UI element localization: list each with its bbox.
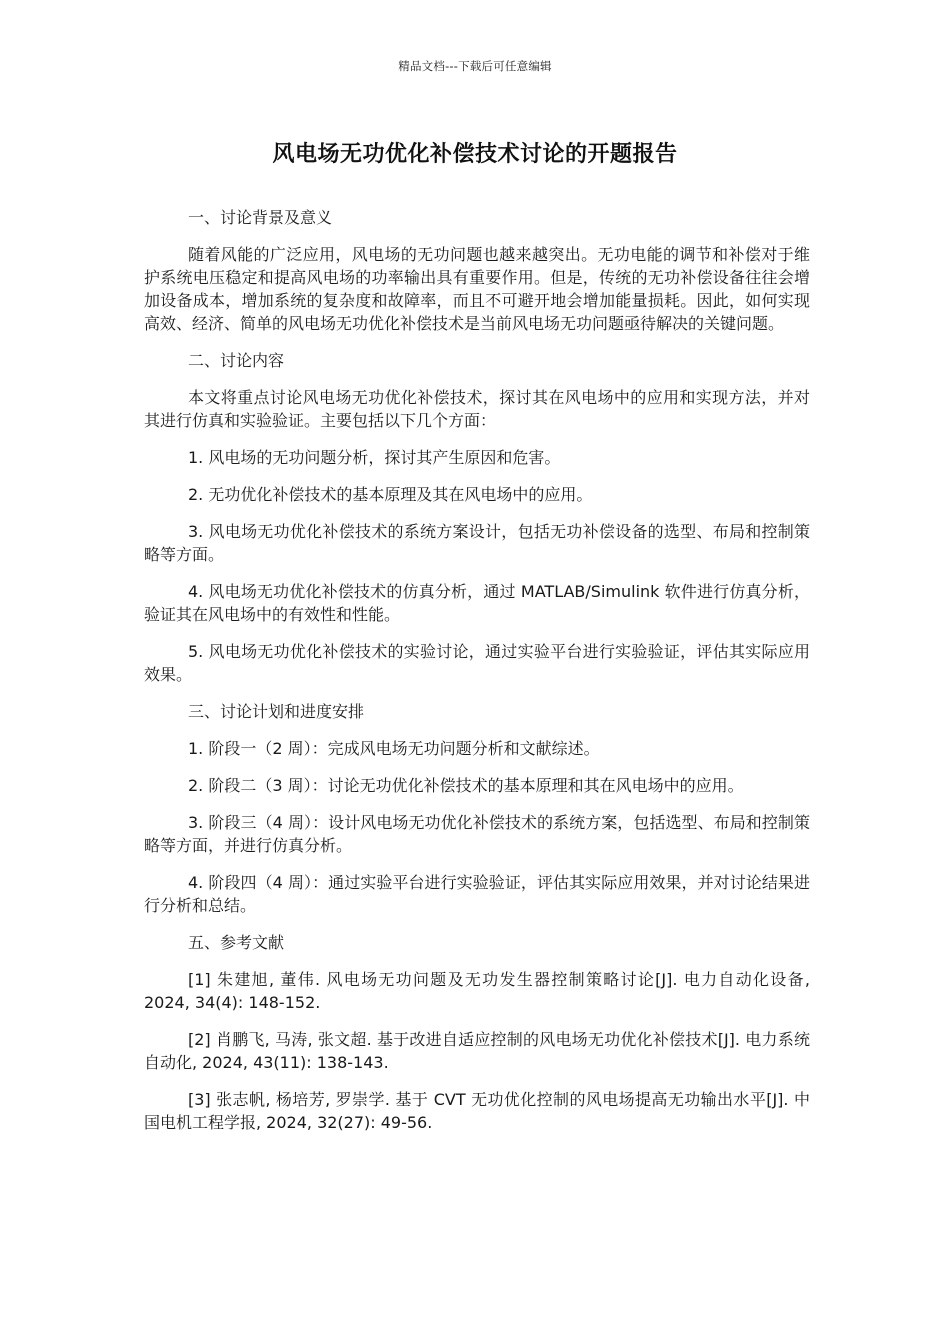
schedule-item: 3. 阶段三（4 周）：设计风电场无功优化补偿技术的系统方案，包括选型、布局和控制策略等方面，并进行仿真分析。 bbox=[144, 813, 810, 855]
content-item: 3. 风电场无功优化补偿技术的系统方案设计，包括无功补偿设备的选型、布局和控制策略等方面。 bbox=[144, 522, 810, 564]
content-item: 1. 风电场的无功问题分析，探讨其产生原因和危害。 bbox=[188, 448, 561, 467]
document-body bbox=[144, 206, 810, 1148]
section-heading-references: 五、参考文献 bbox=[188, 933, 285, 952]
content-item: 5. 风电场无功优化补偿技术的实验讨论，通过实验平台进行实验验证，评估其实际应用效果。 bbox=[144, 642, 810, 684]
section-heading-schedule: 三、讨论计划和进度安排 bbox=[188, 702, 365, 721]
document-title: 风电场无功优化补偿技术讨论的开题报告 bbox=[272, 142, 678, 167]
section-heading-background: 一、讨论背景及意义 bbox=[188, 208, 333, 227]
reference-item: [3] 张志帆, 杨培芳, 罗崇学. 基于 CVT 无功优化控制的风电场提高无功输出水平[J]. 中国电机工程学报, 2024, 32(27): 49-56. bbox=[144, 1090, 810, 1132]
section-heading-content: 二、讨论内容 bbox=[188, 351, 285, 370]
content-intro-paragraph: 本文将重点讨论风电场无功优化补偿技术，探讨其在风电场中的应用和实现方法，并对其进行仿真和实验验证。主要包括以下几个方面： bbox=[144, 388, 810, 430]
reference-item: [1] 朱建旭, 董伟. 风电场无功问题及无功发生器控制策略讨论[J]. 电力自动化设备, 2024, 34(4): 148-152. bbox=[144, 970, 810, 1012]
background-paragraph: 随着风能的广泛应用，风电场的无功问题也越来越突出。无功电能的调节和补偿对于维护系统电压稳定和提高风电场的功率输出具有重要作用。但是，传统的无功补偿设备往往会增加设备成本，增加系统的复杂度和故障率，而且不可避开地会增加能量损耗。因此，如何实现高效、经济、简单的风电场无功优化补偿技术是当前风电场无功问题亟待解决的关键问题。 bbox=[144, 245, 810, 333]
page-header: 精品文档---下载后可任意编辑 bbox=[398, 59, 552, 73]
schedule-item: 1. 阶段一（2 周）：完成风电场无功问题分析和文献综述。 bbox=[188, 739, 600, 758]
content-item: 2. 无功优化补偿技术的基本原理及其在风电场中的应用。 bbox=[188, 485, 593, 504]
schedule-item: 4. 阶段四（4 周）：通过实验平台进行实验验证，评估其实际应用效果，并对讨论结果进行分析和总结。 bbox=[144, 873, 810, 915]
content-item: 4. 风电场无功优化补偿技术的仿真分析，通过 MATLAB/Simulink 软件进行仿真分析，验证其在风电场中的有效性和性能。 bbox=[144, 582, 810, 624]
reference-item: [2] 肖鹏飞, 马涛, 张文超. 基于改进自适应控制的风电场无功优化补偿技术[J]. 电力系统自动化, 2024, 43(11): 138-143. bbox=[144, 1030, 810, 1072]
schedule-item: 2. 阶段二（3 周）：讨论无功优化补偿技术的基本原理和其在风电场中的应用。 bbox=[188, 776, 744, 795]
